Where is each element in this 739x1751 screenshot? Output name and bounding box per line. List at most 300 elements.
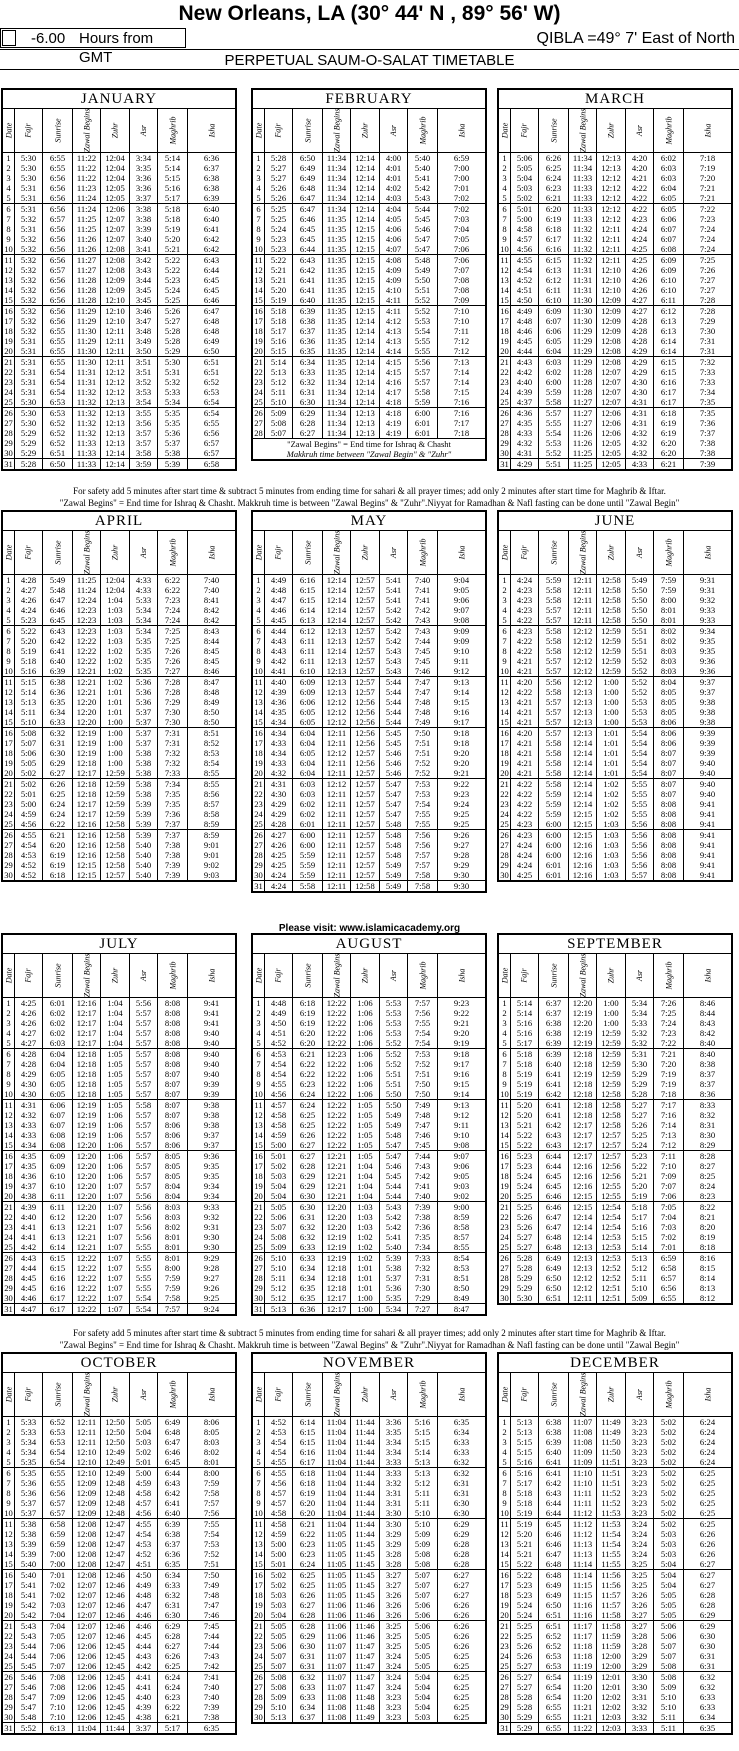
table-row bbox=[3, 234, 235, 244]
table-cell: 12:16 bbox=[73, 998, 101, 1008]
table-row bbox=[499, 438, 731, 448]
table-cell: 7:16 bbox=[654, 1110, 684, 1120]
table-cell: 25 bbox=[253, 397, 265, 407]
table-row bbox=[499, 1671, 731, 1682]
table-cell: 12:08 bbox=[73, 1519, 101, 1529]
table-cell: 4:15 bbox=[380, 367, 408, 377]
table-cell: 8:53 bbox=[453, 1263, 470, 1273]
table-row bbox=[3, 1651, 235, 1661]
table-cell: 11:32 bbox=[569, 224, 597, 234]
month-table-september bbox=[497, 933, 733, 1305]
table-cell: 1:03 bbox=[597, 819, 626, 829]
page-title: New Orleans, LA (30° 44' N , 89° 56' W) bbox=[178, 2, 561, 25]
table-cell: 4:47 bbox=[130, 1600, 158, 1610]
table-cell: 7:06 bbox=[43, 1651, 73, 1661]
table-cell: 11:28 bbox=[73, 285, 101, 295]
table-cell: 5:55 bbox=[130, 1263, 158, 1273]
table-cell: 21 bbox=[253, 779, 265, 789]
table-cell: 12:58 bbox=[597, 585, 626, 595]
table-cell: 6:34 bbox=[293, 357, 323, 367]
column-header: Isha bbox=[703, 545, 712, 560]
table-cell: 12:04 bbox=[101, 163, 130, 173]
table-cell: 5:24 bbox=[626, 1140, 654, 1150]
column-header: Zawal Begins bbox=[323, 531, 351, 574]
table-cell: 3 bbox=[253, 595, 265, 605]
table-cell: 5:20 bbox=[265, 285, 293, 295]
table-cell: 3:49 bbox=[130, 336, 158, 346]
table-row bbox=[253, 605, 485, 615]
table-cell: 12:56 bbox=[351, 717, 380, 727]
table-cell: 11:29 bbox=[73, 316, 101, 326]
table-cell: 7:28 bbox=[699, 306, 716, 316]
table-cell: 6:37 bbox=[539, 1008, 569, 1018]
table-cell: 5:58 bbox=[539, 636, 569, 646]
table-cell: 5:02 bbox=[654, 1519, 684, 1529]
table-cell: 12:58 bbox=[597, 1100, 626, 1110]
table-row bbox=[3, 1539, 235, 1549]
table-cell: 6:32 bbox=[453, 1468, 470, 1478]
table-cell: 5:29 bbox=[15, 428, 43, 438]
table-row bbox=[499, 829, 731, 840]
table-cell: 4:55 bbox=[130, 1519, 158, 1529]
table-cell: 3:45 bbox=[130, 285, 158, 295]
table-cell: 9:41 bbox=[699, 799, 716, 809]
table-cell: 9:05 bbox=[453, 1171, 470, 1181]
table-cell: 4:11 bbox=[380, 295, 408, 305]
table-cell: 6:31 bbox=[453, 1488, 470, 1498]
table-cell: 5:03 bbox=[511, 183, 539, 193]
table-cell: 4:49 bbox=[130, 1580, 158, 1590]
table-cell: 7:07 bbox=[654, 1181, 684, 1191]
table-row bbox=[499, 1467, 731, 1478]
table-cell: 4:24 bbox=[265, 870, 293, 880]
table-row bbox=[3, 173, 235, 183]
table-cell: 5:01 bbox=[265, 1151, 293, 1161]
table-cell: 5:14 bbox=[408, 1447, 438, 1457]
table-cell: 11:35 bbox=[323, 295, 351, 305]
table-cell: 1:07 bbox=[101, 1232, 130, 1242]
table-cell: 3:28 bbox=[626, 1641, 654, 1651]
table-cell: 6:02 bbox=[293, 799, 323, 809]
table-cell: 6:30 bbox=[699, 1641, 716, 1651]
table-row bbox=[3, 193, 235, 203]
table-cell: 6:29 bbox=[158, 1621, 188, 1631]
table-cell: 6:35 bbox=[43, 697, 73, 707]
table-cell: 18 bbox=[499, 748, 511, 758]
table-cell: 7:47 bbox=[408, 1120, 438, 1130]
table-cell: 7:02 bbox=[654, 1232, 684, 1242]
table-cell: 8:44 bbox=[699, 1008, 716, 1018]
table-cell: 9:40 bbox=[203, 1059, 220, 1069]
table-cell: 4:43 bbox=[130, 1651, 158, 1661]
table-cell: 6:07 bbox=[539, 316, 569, 326]
table-cell: 9 bbox=[253, 1079, 265, 1089]
table-cell: 12:56 bbox=[351, 707, 380, 717]
table-cell: 7:41 bbox=[408, 1181, 438, 1191]
table-cell: 4:37 bbox=[15, 1181, 43, 1191]
table-cell: 11:53 bbox=[597, 1508, 626, 1518]
table-row bbox=[499, 998, 731, 1008]
table-row bbox=[253, 234, 485, 244]
table-cell: 6:56 bbox=[654, 1283, 684, 1293]
column-header: Isha bbox=[457, 968, 466, 983]
table-cell: 4:54 bbox=[265, 1069, 293, 1079]
table-cell: 4:09 bbox=[380, 265, 408, 275]
table-cell: 5:56 bbox=[130, 1202, 158, 1212]
table-cell: 12:48 bbox=[101, 1478, 130, 1488]
table-cell: 1:04 bbox=[351, 1191, 380, 1201]
gmt-checkbox[interactable] bbox=[2, 30, 16, 46]
table-cell: 9:03 bbox=[453, 1181, 470, 1191]
table-cell: 5:26 bbox=[511, 1212, 539, 1222]
table-cell: 5:58 bbox=[539, 758, 569, 768]
table-cell: 6:15 bbox=[293, 585, 323, 595]
table-cell: 5:48 bbox=[43, 585, 73, 595]
table-cell: 4 bbox=[499, 183, 511, 193]
table-cell: 6:01 bbox=[408, 418, 438, 428]
table-cell: 12:22 bbox=[323, 1110, 351, 1120]
table-row bbox=[3, 666, 235, 676]
table-row bbox=[3, 575, 235, 585]
table-cell: 6:56 bbox=[43, 193, 73, 203]
table-cell: 6:28 bbox=[453, 1549, 470, 1559]
table-cell: 12:57 bbox=[351, 779, 380, 789]
table-cell: 6:48 bbox=[158, 1427, 188, 1437]
table-cell: 2 bbox=[3, 585, 15, 595]
table-cell: 5:52 bbox=[626, 677, 654, 687]
table-cell: 5:32 bbox=[15, 285, 43, 295]
table-cell: 6:50 bbox=[539, 1600, 569, 1610]
table-cell: 6:19 bbox=[654, 418, 684, 428]
column-header: Date bbox=[253, 109, 265, 152]
table-cell: 8:08 bbox=[654, 860, 684, 870]
table-cell: 11:07 bbox=[569, 1417, 597, 1427]
table-cell: 6:54 bbox=[539, 1692, 569, 1702]
table-cell: 1:02 bbox=[101, 646, 130, 656]
table-cell: 11:59 bbox=[597, 1631, 626, 1641]
table-row bbox=[253, 1110, 485, 1120]
table-cell: 7:32 bbox=[158, 748, 188, 758]
table-cell: 12:54 bbox=[597, 1212, 626, 1222]
table-cell: 12:46 bbox=[101, 1631, 130, 1641]
table-cell: 12:13 bbox=[101, 438, 130, 448]
table-cell: 3:30 bbox=[626, 1672, 654, 1682]
table-cell: 6:32 bbox=[293, 377, 323, 387]
table-cell: 1 bbox=[253, 998, 265, 1008]
table-row bbox=[253, 305, 485, 316]
table-cell: 6:05 bbox=[43, 1089, 73, 1099]
table-row bbox=[253, 687, 485, 697]
table-cell: 11 bbox=[3, 255, 15, 265]
table-cell: 12:11 bbox=[101, 336, 130, 346]
table-cell: 5:16 bbox=[626, 1222, 654, 1232]
table-cell: 12:16 bbox=[569, 1161, 597, 1171]
table-row bbox=[253, 285, 485, 295]
table-cell: 11:26 bbox=[73, 234, 101, 244]
table-row bbox=[3, 1467, 235, 1478]
table-cell: 1:06 bbox=[351, 1089, 380, 1099]
table-cell: 4 bbox=[499, 1028, 511, 1038]
table-cell: 5:30 bbox=[15, 163, 43, 173]
table-row bbox=[3, 625, 235, 636]
table-cell: 3 bbox=[3, 173, 15, 183]
table-cell: 3:40 bbox=[130, 234, 158, 244]
table-cell: 6:11 bbox=[293, 636, 323, 646]
table-cell: 5:16 bbox=[511, 1468, 539, 1478]
table-cell: 1:00 bbox=[597, 707, 626, 717]
table-row bbox=[3, 428, 235, 438]
table-cell: 12:19 bbox=[73, 1120, 101, 1130]
table-cell: 5:10 bbox=[408, 1508, 438, 1518]
table-cell: 7:02 bbox=[43, 1590, 73, 1600]
table-row bbox=[253, 585, 485, 595]
table-cell: 12:13 bbox=[323, 636, 351, 646]
table-cell: 6:17 bbox=[539, 234, 569, 244]
table-cell: 5:42 bbox=[380, 615, 408, 625]
table-cell: 8:03 bbox=[654, 646, 684, 656]
table-cell: 4:58 bbox=[511, 224, 539, 234]
table-cell: 3:37 bbox=[130, 193, 158, 203]
table-cell: 5:06 bbox=[408, 1610, 438, 1620]
table-cell: 30 bbox=[499, 1293, 511, 1303]
table-cell: 15 bbox=[499, 1140, 511, 1150]
table-cell: 4:44 bbox=[265, 626, 293, 636]
table-cell: 5:00 bbox=[265, 1549, 293, 1559]
table-cell: 7:24 bbox=[158, 605, 188, 615]
table-row bbox=[499, 316, 731, 326]
table-cell: 12:12 bbox=[323, 779, 351, 789]
table-cell: 7:50 bbox=[408, 728, 438, 738]
table-cell: 6 bbox=[499, 1468, 511, 1478]
table-cell: 12:11 bbox=[323, 840, 351, 850]
table-cell: 14 bbox=[253, 1130, 265, 1140]
table-cell: 5:57 bbox=[539, 707, 569, 717]
table-cell: 11:33 bbox=[73, 459, 101, 469]
table-cell: 1:02 bbox=[597, 809, 626, 819]
table-cell: 5:46 bbox=[380, 758, 408, 768]
table-row bbox=[3, 789, 235, 799]
table-cell: 4:52 bbox=[265, 1417, 293, 1427]
table-cell: 12:18 bbox=[73, 789, 101, 799]
table-row bbox=[3, 387, 235, 397]
table-cell: 12:57 bbox=[351, 666, 380, 676]
table-cell: 5:50 bbox=[380, 1089, 408, 1099]
table-cell: 3:26 bbox=[380, 1610, 408, 1620]
table-row bbox=[253, 1252, 485, 1263]
table-cell: 12:07 bbox=[597, 397, 626, 407]
table-cell: 5:02 bbox=[654, 1437, 684, 1447]
table-cell: 9:26 bbox=[453, 830, 470, 840]
table-cell: 7:10 bbox=[453, 306, 470, 316]
table-cell: 11:19 bbox=[569, 1672, 597, 1682]
table-row bbox=[499, 203, 731, 214]
table-cell: 11:32 bbox=[73, 408, 101, 418]
table-cell: 6:41 bbox=[158, 1498, 188, 1508]
table-cell: 4:40 bbox=[265, 677, 293, 687]
table-row bbox=[499, 367, 731, 377]
table-cell: 11:26 bbox=[569, 438, 597, 448]
table-row bbox=[253, 1303, 485, 1314]
table-row bbox=[3, 316, 235, 326]
table-cell: 12:10 bbox=[73, 1468, 101, 1478]
table-cell: 9:12 bbox=[453, 1110, 470, 1120]
table-row bbox=[253, 625, 485, 636]
table-cell: 7:27 bbox=[158, 666, 188, 676]
table-cell: 9:34 bbox=[203, 1191, 220, 1201]
table-cell: 6:04 bbox=[293, 728, 323, 738]
table-cell: 11:12 bbox=[569, 1519, 597, 1529]
table-cell: 12:05 bbox=[597, 448, 626, 458]
table-cell: 5:56 bbox=[539, 677, 569, 687]
table-cell: 3:36 bbox=[130, 183, 158, 193]
table-cell: 6:18 bbox=[293, 1478, 323, 1488]
table-cell: 4:43 bbox=[265, 646, 293, 656]
table-cell: 8 bbox=[253, 224, 265, 234]
table-cell: 12:10 bbox=[73, 1447, 101, 1457]
table-cell: 4:21 bbox=[511, 748, 539, 758]
table-cell: 5:43 bbox=[15, 1631, 43, 1641]
table-cell: 12:11 bbox=[323, 789, 351, 799]
table-cell: 12:14 bbox=[323, 575, 351, 585]
column-header: Maghrib bbox=[158, 531, 188, 574]
table-cell: 3:32 bbox=[626, 1712, 654, 1722]
table-cell: 7:30 bbox=[408, 1283, 438, 1293]
table-cell: 8:50 bbox=[203, 717, 220, 727]
table-cell: 12:07 bbox=[73, 1631, 101, 1641]
table-cell: 7:19 bbox=[699, 163, 716, 173]
table-row bbox=[253, 1059, 485, 1069]
table-cell: 9:40 bbox=[699, 758, 716, 768]
table-cell: 3 bbox=[499, 1437, 511, 1447]
table-cell: 6:31 bbox=[293, 1651, 323, 1661]
table-cell: 11:35 bbox=[323, 275, 351, 285]
table-cell: 7:42 bbox=[203, 1661, 220, 1671]
table-cell: 6:25 bbox=[453, 1661, 470, 1671]
table-cell: 5:05 bbox=[408, 1631, 438, 1641]
table-cell: 31 bbox=[499, 1723, 511, 1733]
table-row bbox=[499, 407, 731, 418]
table-cell: 13 bbox=[499, 1120, 511, 1130]
table-cell: 5:20 bbox=[511, 1110, 539, 1120]
table-cell: 1 bbox=[3, 575, 15, 585]
table-cell: 12:17 bbox=[73, 1008, 101, 1018]
table-cell: 1:04 bbox=[101, 998, 130, 1008]
table-cell: 7:40 bbox=[203, 575, 220, 585]
table-cell: 26 bbox=[3, 1672, 15, 1682]
table-cell: 12:03 bbox=[597, 1712, 626, 1722]
column-header: Fajr bbox=[15, 1373, 43, 1416]
table-cell: 6:03 bbox=[654, 173, 684, 183]
table-cell: 12:13 bbox=[569, 687, 597, 697]
table-cell: 7:57 bbox=[408, 860, 438, 870]
table-cell: 11 bbox=[499, 255, 511, 265]
table-cell: 7:57 bbox=[203, 1498, 220, 1508]
table-cell: 8:49 bbox=[203, 697, 220, 707]
table-cell: 12:54 bbox=[597, 1202, 626, 1212]
table-cell: 3:25 bbox=[380, 1631, 408, 1641]
table-cell: 4 bbox=[3, 183, 15, 193]
table-cell: 6:35 bbox=[699, 1723, 716, 1733]
table-cell: 8:12 bbox=[699, 1293, 716, 1303]
table-cell: 5:56 bbox=[130, 998, 158, 1008]
table-cell: 11:33 bbox=[569, 173, 597, 183]
table-row bbox=[3, 1140, 235, 1150]
table-cell: 6:57 bbox=[43, 265, 73, 275]
table-cell: 7:37 bbox=[699, 428, 716, 438]
table-cell: 12:14 bbox=[323, 646, 351, 656]
table-cell: 5:30 bbox=[15, 418, 43, 428]
table-row bbox=[253, 1130, 485, 1140]
table-cell: 12:57 bbox=[351, 850, 380, 860]
table-cell: 6:15 bbox=[293, 595, 323, 605]
table-row bbox=[3, 676, 235, 687]
table-cell: 5:23 bbox=[511, 1590, 539, 1600]
table-cell: 12:13 bbox=[569, 1263, 597, 1273]
table-cell: 11:35 bbox=[323, 265, 351, 275]
table-cell: 9:17 bbox=[453, 717, 470, 727]
table-cell: 4:52 bbox=[15, 870, 43, 880]
table-cell: 6:56 bbox=[43, 204, 73, 214]
table-row bbox=[253, 656, 485, 666]
table-row bbox=[499, 1712, 731, 1722]
table-cell: 6:23 bbox=[539, 183, 569, 193]
table-cell: 9:35 bbox=[699, 636, 716, 646]
table-cell: 11:34 bbox=[323, 408, 351, 418]
table-cell: 7:29 bbox=[408, 1293, 438, 1303]
table-row bbox=[3, 326, 235, 336]
table-cell: 3:44 bbox=[130, 275, 158, 285]
table-cell: 12:17 bbox=[73, 1018, 101, 1028]
table-cell: 6:29 bbox=[453, 1519, 470, 1529]
table-cell: 1:06 bbox=[101, 1161, 130, 1171]
table-row bbox=[253, 860, 485, 870]
table-cell: 12:08 bbox=[73, 1529, 101, 1539]
table-row bbox=[3, 183, 235, 193]
table-cell: 1:00 bbox=[597, 1018, 626, 1028]
table-cell: 11:25 bbox=[73, 224, 101, 234]
column-header: Fajr bbox=[511, 109, 539, 152]
table-cell: 12:12 bbox=[569, 1273, 597, 1283]
table-cell: 5 bbox=[253, 193, 265, 203]
table-cell: 16 bbox=[499, 1570, 511, 1580]
table-cell: 9:30 bbox=[453, 881, 470, 891]
table-cell: 5:58 bbox=[539, 595, 569, 605]
table-cell: 30 bbox=[499, 448, 511, 458]
table-row bbox=[3, 1671, 235, 1682]
table-cell: 5:59 bbox=[408, 397, 438, 407]
table-row bbox=[253, 1028, 485, 1038]
table-cell: 1:06 bbox=[351, 1059, 380, 1069]
table-cell: 13 bbox=[499, 1539, 511, 1549]
table-cell: 6:33 bbox=[293, 1253, 323, 1263]
table-row bbox=[253, 615, 485, 625]
table-cell: 7:23 bbox=[654, 1028, 684, 1038]
table-row bbox=[499, 326, 731, 336]
table-cell: 4:24 bbox=[511, 840, 539, 850]
table-cell: 7:43 bbox=[408, 626, 438, 636]
column-header: Sunrise bbox=[293, 954, 323, 997]
table-cell: 7:35 bbox=[158, 799, 188, 809]
table-row bbox=[253, 397, 485, 407]
table-cell: 6:54 bbox=[43, 377, 73, 387]
table-cell: 12:13 bbox=[323, 626, 351, 636]
table-cell: 5:40 bbox=[130, 850, 158, 860]
table-row bbox=[253, 809, 485, 819]
table-cell: 12:19 bbox=[73, 738, 101, 748]
table-cell: 12:59 bbox=[101, 789, 130, 799]
table-cell: 5:19 bbox=[511, 1519, 539, 1529]
table-cell: 8:06 bbox=[654, 717, 684, 727]
